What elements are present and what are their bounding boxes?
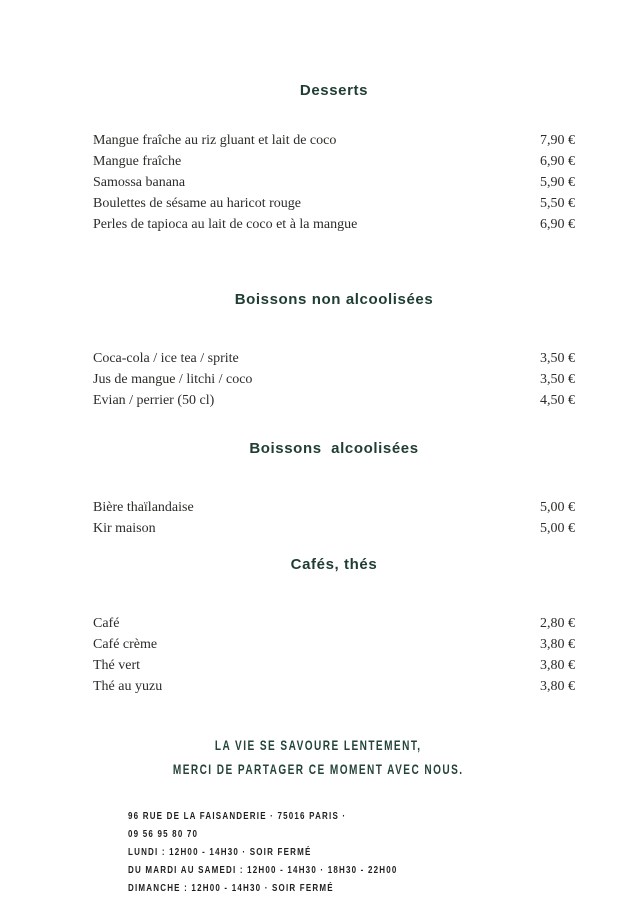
item-price: 3,50 € [540,351,575,366]
item-name: Thé au yuzu [93,679,163,694]
desserts-items [93,130,575,235]
hours-monday: LUNDI : 12H00 - 14H30 · SOIR FERMÉ [128,847,312,858]
item-price: 5,00 € [540,521,575,536]
item-price: 5,50 € [540,196,575,211]
cafes-thes-items [93,613,575,697]
boissons-non-alcoolisees-items [93,348,575,411]
menu-item-row [93,655,575,676]
section-desserts [0,82,640,235]
menu-item-row [93,151,575,172]
item-name: Café [93,616,120,631]
menu-item-row [93,634,575,655]
item-price: 7,90 € [540,133,575,148]
item-name: Samossa banana [93,175,186,190]
item-price: 5,00 € [540,500,575,515]
item-price: 4,50 € [540,393,575,408]
footer-message [88,733,549,781]
menu-item-row [93,369,575,390]
item-price: 3,50 € [540,372,575,387]
item-name: Kir maison [93,521,156,536]
menu-item-row [93,214,575,235]
item-name: Evian / perrier (50 cl) [93,393,215,408]
section-title-desserts: Desserts [299,82,369,99]
item-name: Mangue fraîche [93,154,182,169]
hours-sunday: DIMANCHE : 12H00 - 14H30 · SOIR FERMÉ [128,883,334,894]
section-boissons-non-alcoolisees [0,291,640,411]
item-price: 5,90 € [540,175,575,190]
restaurant-info [128,808,538,898]
menu-item-row [93,613,575,634]
item-name: Mangue fraîche au riz gluant et lait de coco [93,133,337,148]
item-name: Bière thaïlandaise [93,500,194,515]
section-title-boissons-non-alcoolisees: Boissons non alcoolisées [234,291,434,308]
menu-item-row [93,130,575,151]
item-name: Thé vert [93,658,141,673]
section-boissons-alcoolisees [0,440,640,539]
item-name: Café crème [93,637,158,652]
menu-item-row [93,497,575,518]
section-cafes-thes [0,556,640,697]
item-name: Coca-cola / ice tea / sprite [93,351,239,366]
item-price: 3,80 € [540,637,575,652]
menu-item-row [93,348,575,369]
section-title-boissons-alcoolisees: Boissons alcoolisées [249,440,419,457]
item-price: 3,80 € [540,658,575,673]
item-price: 2,80 € [540,616,575,631]
item-price: 6,90 € [540,154,575,169]
boissons-alcoolisees-items [93,497,575,539]
item-price: 3,80 € [540,679,575,694]
address-line: 96 RUE DE LA FAISANDERIE · 75016 PARIS · [128,811,347,822]
hours-tuesday-saturday: DU MARDI AU SAMEDI : 12H00 - 14H30 · 18H30 - 22H00 [128,865,398,876]
menu-item-row [93,390,575,411]
item-name: Perles de tapioca au lait de coco et à la mangue [93,217,358,232]
section-title-cafes-thes: Cafés, thés [290,556,378,573]
footer-message-line-1: LA VIE SE SAVOURE LENTEMENT, [214,737,422,753]
phone-number: 09 56 95 80 70 [128,829,199,840]
item-name: Boulettes de sésame au haricot rouge [93,196,301,211]
menu-item-row [93,193,575,214]
menu-item-row [93,518,575,539]
menu-item-row [93,172,575,193]
footer-message-line-2: MERCI DE PARTAGER CE MOMENT AVEC NOUS. [172,761,464,777]
menu-item-row [93,676,575,697]
item-name: Jus de mangue / litchi / coco [93,372,253,387]
item-price: 6,90 € [540,217,575,232]
